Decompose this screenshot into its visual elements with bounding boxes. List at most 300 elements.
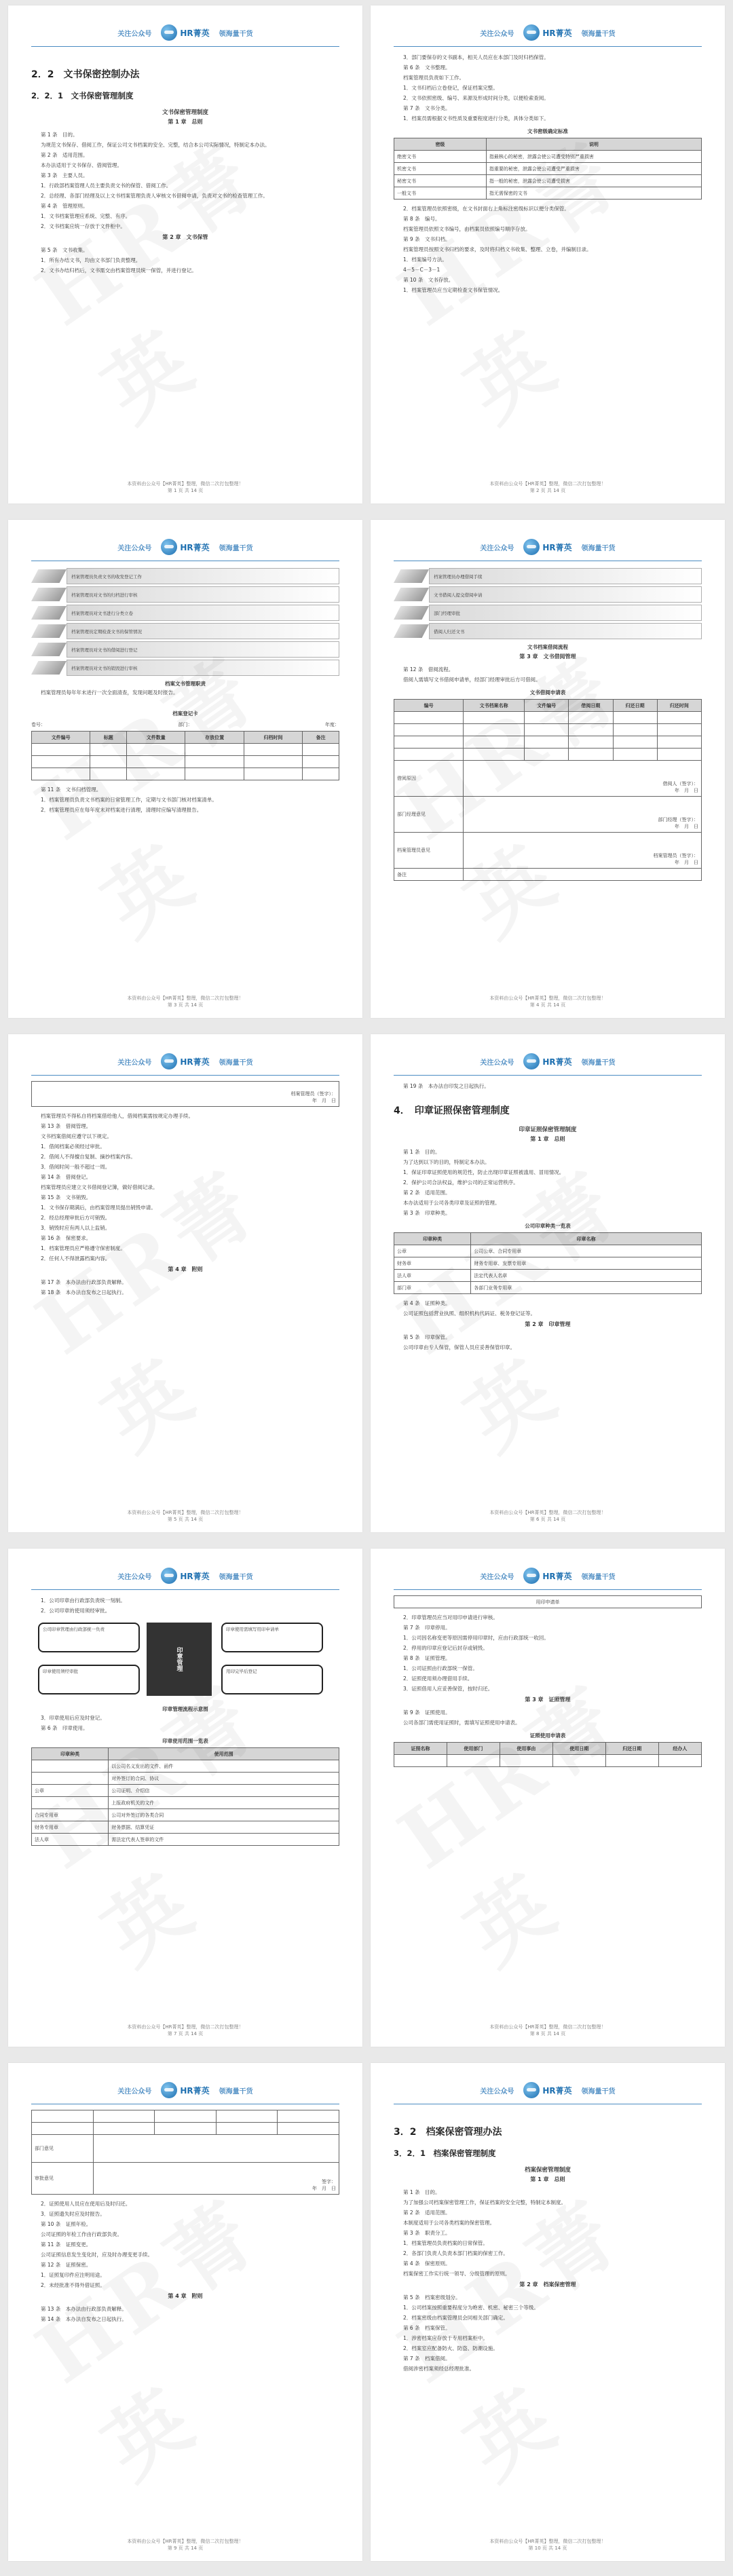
body-line: 1．涉密档案应存放于专用档案柜中。: [403, 2335, 488, 2341]
footer-note: 本资料由公众号【HR菁英】整理，微信二次打包整理！: [489, 1510, 606, 1515]
table-row: [394, 151, 702, 163]
diagram-caption: 文书档案借阅流程: [527, 644, 568, 650]
body-line: 2．文书档案应统一存放于文件柜中。: [41, 223, 126, 229]
page-footer: [371, 2024, 725, 2037]
body-line: 1．档案管理员应当定期检查文书保管情况。: [403, 287, 504, 293]
table-cell: 法人章: [394, 1270, 471, 1282]
body-line: 3．借阅时间一般不超过一周。: [41, 1164, 111, 1170]
signature-table: [31, 1081, 339, 1107]
table-row: [394, 1755, 702, 1767]
table-cell: 合同专用章: [32, 1809, 109, 1821]
header-right-text: 领海量干货: [581, 1059, 616, 1067]
logo-icon: [523, 2082, 540, 2098]
body-line: 为了达到以下的目的，特制定本办法。: [403, 1159, 490, 1165]
table-header: 证照名称: [394, 1743, 447, 1755]
form-meta-field: 卷号：: [31, 722, 45, 727]
page-header: [394, 533, 702, 561]
footer-note: 本资料由公众号【HR菁英】整理，微信二次打包整理！: [127, 481, 244, 487]
body-line: 第 5 条 印章保管。: [403, 1334, 451, 1340]
signature-label: 部门经理（签字）：: [658, 817, 698, 822]
table-caption: 印章使用范围一览表: [162, 1738, 208, 1744]
body-line: 第 4 条 管理原则。: [41, 203, 88, 209]
flow-center: 印章管理: [147, 1623, 212, 1696]
header-left-text: 关注公众号: [480, 1059, 514, 1067]
body-line: 公司印章由专人保管，保管人员应妥善保管印章。: [403, 1344, 515, 1350]
row-label: 部门经理意见: [394, 797, 464, 833]
body-line: 文书档案借阅应遵守以下规定。: [41, 1133, 112, 1139]
page-header: [31, 1048, 339, 1076]
body-line: 2．文书办结归档后，文书需交由档案管理员统一保管，并进行登记。: [41, 267, 197, 273]
body-line: 2．档案密级由档案管理员会同相关部门确定。: [403, 2315, 508, 2321]
table-header: 归还时间: [657, 700, 701, 712]
table-row: [394, 187, 702, 200]
table-header: 使用部门: [447, 1743, 500, 1755]
document-page-6: [371, 1034, 725, 1532]
logo-text: HR菁英: [542, 1571, 572, 1581]
section-heading: 3．2 档案保密管理办法: [394, 2127, 502, 2138]
step-label: 文书借阅人提交借阅申请: [429, 586, 702, 603]
body-line: 第 10 条 文书存放。: [403, 277, 454, 283]
document-page-4: [371, 520, 725, 1018]
row-label: 部门意见: [32, 2135, 94, 2163]
body-line: 第 14 条 借阅登记。: [41, 1174, 92, 1180]
borrowing-diagram: [394, 568, 702, 639]
table-cell: 公司证明、介绍信: [109, 1785, 339, 1797]
footer-note: 本资料由公众号【HR菁英】整理，微信二次打包整理！: [127, 2024, 244, 2030]
table-header: 使用日期: [552, 1743, 605, 1755]
row-label: 档案管理员意见: [394, 833, 464, 869]
step-label: 档案管理员对文书的归档进行审核: [67, 586, 339, 603]
document-page-2: [371, 5, 725, 504]
body-line: 2．借阅人不得擅自复制、摘抄档案内容。: [41, 1154, 136, 1160]
table-header: 文件编号: [32, 732, 90, 744]
body-line: 1．保证印章证照使用的规范性，防止出现印章证照被滥用、冒用情况。: [403, 1169, 565, 1175]
subsection-heading: 2．2．1 文书保密管理制度: [31, 91, 134, 100]
body-line: 1．公司档案按照重要程度分为绝密、机密、秘密三个等级。: [403, 2305, 539, 2311]
brand-logo: [161, 1053, 209, 1069]
diagram-step: [31, 568, 339, 584]
table-cell: 指无需保密的文书: [486, 187, 701, 200]
table-header: 借阅日期: [569, 700, 613, 712]
header-left-text: 关注公众号: [117, 544, 152, 552]
body-line: 1．公司印章由行政部负责统一刻制。: [41, 1597, 126, 1604]
logo-icon: [161, 1053, 177, 1069]
body-line: 公司证照的年检工作由行政部负责。: [41, 2231, 122, 2237]
body-line: 1．公司证照由行政部统一保管。: [403, 1665, 478, 1671]
brand-logo: [161, 2082, 209, 2098]
header-right-text: 领海量干货: [219, 1059, 253, 1067]
body-line: 第 6 条 档案保管。: [403, 2325, 451, 2331]
body-line: 第 6 条 印章使用。: [41, 1725, 88, 1731]
approval-table: [31, 2110, 339, 2195]
table-row: [32, 1785, 339, 1797]
diagram-step: [31, 623, 339, 639]
table-header: 归档时间: [244, 732, 302, 744]
table-header: 密级: [394, 138, 487, 151]
body-line: 1．档案管理员负责文书档案的日常管理工作，定期与文书部门核对档案清单。: [41, 797, 217, 803]
form-meta-field: 部门：: [178, 722, 193, 727]
step-label: 档案管理员办理借阅手续: [429, 568, 702, 584]
body-line: 2．停用的印章应登记后封存或销毁。: [403, 1645, 488, 1651]
logo-icon: [161, 2082, 177, 2098]
body-line: 1．档案编号方法。: [403, 257, 447, 263]
brand-logo: [523, 24, 571, 41]
table-header: 印章种类: [394, 1233, 471, 1245]
body-line: 第 2 条 适用范围。: [403, 2210, 451, 2216]
body-line: 2．总经理、各部门经理及以上文书档案管理负责人审核文书借阅申请，负责对文书的检查管理工作。: [41, 193, 268, 199]
page-footer: [8, 995, 362, 1008]
body-line: 1．公司因名称变更等原因需停用印章时，应由行政部统一收回。: [403, 1635, 549, 1641]
logo-text: HR菁英: [542, 2085, 572, 2096]
step-label: 档案管理员对文书的销毁进行审核: [67, 660, 339, 676]
table-header: 存放位置: [185, 732, 244, 744]
body-line: 第 15 条 文书销毁。: [41, 1194, 92, 1200]
table-cell: 公章: [32, 1785, 109, 1797]
table-cell: 指最核心的秘密，泄露会使公司遭受特别严重损害: [486, 151, 701, 163]
table-cell: [32, 1760, 109, 1773]
body-line: 档案保密工作实行统一领导、分级管理的原则。: [403, 2271, 510, 2277]
chapter-heading: 第 2 章 文书保管: [162, 234, 208, 240]
body-line: 第 7 条 印章停用。: [403, 1625, 451, 1631]
body-line: 公司证照包括营业执照、组织机构代码证、税务登记证等。: [403, 1310, 535, 1317]
logo-text: HR菁英: [180, 1571, 210, 1581]
body-line: 第 8 条 证照管理。: [403, 1655, 451, 1661]
body-line: 1．文书档案管理应系统、完整、有序。: [41, 213, 131, 219]
body-line: 第 14 条 本办法自发布之日起执行。: [41, 2316, 127, 2322]
footer-note: 本资料由公众号【HR菁英】整理，微信二次打包整理！: [489, 481, 606, 487]
table-header: 编号: [394, 700, 464, 712]
body-line: 第 1 条 目的。: [403, 2189, 440, 2195]
signature-cell: [464, 761, 702, 797]
body-line: 3．印章使用后应及时登记。: [41, 1715, 105, 1721]
table-cell: 财务专用章: [32, 1821, 109, 1834]
body-line: 第 3 条 职责分工。: [403, 2230, 451, 2236]
page-footer: [8, 2024, 362, 2037]
body-line: 档案管理员每年年末进行一次全面清查，发现问题及时报告。: [41, 689, 178, 696]
table-row: [394, 1282, 702, 1294]
table-header: 文书档案名称: [464, 700, 525, 712]
table-row: [394, 175, 702, 187]
diagram-step: [31, 605, 339, 621]
chapter-heading: 第 2 章 档案保密管理: [519, 2281, 576, 2288]
body-line: 第 1 条 目的。: [403, 1149, 440, 1155]
body-line: 第 10 条 证照年检。: [41, 2221, 92, 2227]
page-footer: [371, 2538, 725, 2552]
page-footer: [8, 2538, 362, 2552]
footer-note: 本资料由公众号【HR菁英】整理，微信二次打包整理！: [489, 2539, 606, 2544]
body-line: 2．文书依照密级、编号、来源及形成时间分类，以便检索查阅。: [403, 95, 549, 101]
table-caption: 公司印章种类一览表: [525, 1223, 571, 1229]
body-line: 公司各部门需使用证照时，需填写证照使用申请表。: [403, 1720, 521, 1726]
diagram-caption: 档案文书管理职责: [165, 681, 206, 687]
section-heading: 4． 印章证照保密管理制度: [394, 1105, 510, 1116]
registration-table: [31, 731, 339, 780]
date-label: 年 月 日: [312, 1098, 336, 1103]
page-header: [394, 1048, 702, 1076]
table-header: 文件数量: [127, 732, 185, 744]
date-label: 年 月 日: [675, 860, 698, 865]
table-row: [32, 2135, 339, 2163]
table-header: 标题: [90, 732, 127, 744]
flow-box: 印章使用须经审批: [38, 1665, 140, 1694]
table-cell: 以公司名义发出的文件、函件: [109, 1760, 339, 1773]
chapter-heading: 第 1 章 总则: [530, 2176, 565, 2182]
page-footer: [371, 480, 725, 494]
page-number: 第 6 页 共 14 页: [529, 1517, 566, 1522]
table-cell: 部门章: [394, 1282, 471, 1294]
form-meta-field: 年度：: [325, 722, 339, 727]
logo-icon: [523, 1053, 540, 1069]
page-header: [31, 1562, 339, 1590]
table-header: 备注: [303, 732, 339, 744]
body-line: 第 13 条 本办法由行政部负责解释。: [41, 2306, 127, 2312]
table-cell: 绝密文书: [394, 151, 487, 163]
application-box: [394, 1595, 702, 1608]
header-left-text: 关注公众号: [480, 2087, 514, 2096]
body-line: 2．未经批准不得外借证照。: [41, 2282, 105, 2288]
step-icon: [31, 624, 67, 638]
table-row: [394, 797, 702, 833]
body-line: 4－5－C－3－1: [403, 267, 440, 273]
page-header: [394, 1562, 702, 1590]
responsibility-diagram: [31, 568, 339, 676]
table-row: [32, 2163, 339, 2195]
page-footer: [8, 1509, 362, 1523]
brand-logo: [523, 539, 571, 555]
signature-cell: [464, 833, 702, 869]
step-label: 借阅人归还文书: [429, 623, 702, 639]
body-line: 第 2 条 适用范围。: [403, 1190, 451, 1196]
table-header: 印章种类: [32, 1748, 109, 1760]
document-page-1: [8, 5, 362, 504]
brand-logo: [523, 1568, 571, 1584]
logo-icon: [523, 24, 540, 41]
page-number: 第 8 页 共 14 页: [529, 2031, 566, 2037]
table-row: [32, 1797, 339, 1809]
chapter-heading: 第 1 章 总则: [168, 119, 203, 125]
step-icon: [31, 606, 67, 620]
body-line: 第 9 条 文书归档。: [403, 236, 451, 242]
table-row: [394, 736, 702, 749]
subsection-heading: 3．2．1 档案保密管理制度: [394, 2148, 496, 2158]
document-title: 印章证照保密管理制度: [519, 1126, 577, 1133]
body-line: 第 5 条 文书收集。: [41, 247, 88, 253]
footer-note: 本资料由公众号【HR菁英】整理，微信二次打包整理！: [127, 996, 244, 1001]
body-line: 1．所有办结文书，均由文书部门负责整理。: [41, 257, 141, 263]
step-label: 档案管理员负责文书的收发登记工作: [67, 568, 339, 584]
diagram-step: [31, 641, 339, 658]
brand-logo: [523, 2082, 571, 2098]
signature-label: 档案管理员（签字）：: [290, 1091, 336, 1097]
flow-box: 公司印章管理由行政部统一负责: [38, 1623, 140, 1652]
table-cell: 用印申请单: [394, 1596, 702, 1608]
table-row: [394, 1257, 702, 1270]
form-meta: [31, 721, 339, 728]
step-icon: [394, 569, 429, 583]
page-number: 第 7 页 共 14 页: [167, 2031, 204, 2037]
table-cell: [32, 1797, 109, 1809]
classification-table: [394, 138, 702, 200]
page-footer: [371, 1509, 725, 1523]
diagram-step: [31, 660, 339, 676]
table-header: 使用事由: [500, 1743, 552, 1755]
row-label: 借阅原因: [394, 761, 464, 797]
body-line: 2．印章管理员应当对用印申请进行审核。: [403, 1614, 498, 1621]
table-row: [394, 1245, 702, 1257]
body-line: 2．任何人不得泄露档案内容。: [41, 1255, 111, 1262]
chapter-heading: 第 4 章 附则: [168, 1266, 203, 1272]
table-header: 经办人: [658, 1743, 701, 1755]
body-line: 2．经总经理审批后方可销毁。: [41, 1215, 111, 1221]
table-cell: 各部门业务专用章: [471, 1282, 702, 1294]
body-line: 1．档案管理员负责档案的日常保管。: [403, 2240, 488, 2246]
body-line: 第 6 条 文书整理。: [403, 64, 451, 71]
step-icon: [31, 588, 67, 601]
table-row: [32, 756, 339, 768]
signature-label: 档案管理员（签字）：: [653, 853, 698, 858]
table-row: [394, 761, 702, 797]
body-line: 档案管理员负责如下工作。: [403, 75, 464, 81]
body-line: 1．证照复印件应注明用途。: [41, 2272, 105, 2278]
table-cell: 财务票据、结算凭证: [109, 1821, 339, 1834]
brand-logo: [523, 1053, 571, 1069]
footer-note: 本资料由公众号【HR菁英】整理，微信二次打包整理！: [127, 2539, 244, 2544]
header-right-text: 领海量干货: [219, 544, 253, 552]
body-line: 第 1 条 目的。: [41, 132, 78, 138]
logo-text: HR菁英: [180, 28, 210, 38]
body-line: 档案管理员按照文书归档的要求，及时将归档文书收集、整理、立卷，并编制目录。: [403, 246, 592, 252]
body-line: 第 3 条 主要人员。: [41, 172, 88, 178]
table-cell: 一般文书: [394, 187, 487, 200]
body-line: 3．销毁时应有两人以上监销。: [41, 1225, 111, 1231]
table-cell: 公司对外签订的各类合同: [109, 1809, 339, 1821]
page-footer: [371, 995, 725, 1008]
body-line: 档案管理员应建立文书借阅登记簿，做好借阅记录。: [41, 1184, 158, 1190]
table-cell: 机密文书: [394, 163, 487, 175]
brand-logo: [161, 1568, 209, 1584]
table-header: 文件编号: [525, 700, 569, 712]
table-header: 使用范围: [109, 1748, 339, 1760]
step-label: 档案管理员对文书的借阅进行登记: [67, 641, 339, 658]
header-right-text: 领海量干货: [219, 2087, 253, 2096]
body-line: 第 19 条 本办法自印发之日起执行。: [403, 1083, 489, 1089]
step-icon: [394, 624, 429, 638]
body-line: 2．公司印章的使用须经审批。: [41, 1608, 111, 1614]
document-title: 档案保密管理制度: [524, 2167, 571, 2174]
table-cell: 公司公章、合同专用章: [471, 1245, 702, 1257]
brand-logo: [161, 24, 209, 41]
body-line: 公司证照信息发生变化时，应及时办理变更手续。: [41, 2252, 153, 2258]
body-line: 2．档案室应配备防火、防盗、防潮设施。: [403, 2345, 498, 2351]
logo-text: HR菁英: [542, 28, 572, 38]
body-line: 1．档案管理员应严格遵守保密制度。: [41, 1245, 126, 1251]
body-line: 1．文书归档后立卷登记，保证档案完整。: [403, 85, 498, 91]
table-row: [394, 1270, 702, 1282]
table-header: 说明: [486, 138, 701, 151]
body-line: 第 4 条 证照种类。: [403, 1300, 451, 1306]
step-icon: [31, 569, 67, 583]
table-header: 印章名称: [471, 1233, 702, 1245]
header-left-text: 关注公众号: [117, 1059, 152, 1067]
document-page-5: [8, 1034, 362, 1532]
step-label: 档案管理员对文书进行分类立卷: [67, 605, 339, 621]
page-number: 第 5 页 共 14 页: [167, 1517, 204, 1522]
body-line: 档案管理员不得私自将档案借给他人，借阅档案需按规定办理手续。: [41, 1113, 193, 1119]
table-row: [32, 1760, 339, 1773]
diagram-step: [31, 586, 339, 603]
table-row: [394, 749, 702, 761]
body-line: 第 16 条 保密要求。: [41, 1235, 92, 1241]
body-line: 第 8 条 编号。: [403, 216, 440, 222]
page-footer: [8, 480, 362, 494]
logo-text: HR菁英: [542, 542, 572, 552]
body-line: 第 12 条 证照保密。: [41, 2262, 92, 2268]
body-line: 3．证照遗失时应及时报告。: [41, 2211, 105, 2217]
body-line: 本制度适用于公司各类档案的保密管理。: [403, 2220, 495, 2226]
table-cell: 秘密文书: [394, 175, 487, 187]
logo-text: HR菁英: [180, 1057, 210, 1067]
diagram-step: [394, 605, 702, 621]
diagram-step: [394, 568, 702, 584]
logo-icon: [523, 1568, 540, 1584]
page-number: 第 10 页 共 14 页: [528, 2545, 567, 2551]
date-label: 年 月 日: [312, 2186, 336, 2191]
date-label: 年 月 日: [675, 788, 698, 793]
step-label: 档案管理员定期检查文书的保管情况: [67, 623, 339, 639]
table-row: [394, 833, 702, 869]
body-line: 第 11 条 证照变更。: [41, 2241, 92, 2248]
page-number: 第 9 页 共 14 页: [167, 2545, 204, 2551]
step-icon: [394, 588, 429, 601]
page-header: [394, 19, 702, 47]
table-cell: 公章: [394, 1245, 471, 1257]
footer-note: 本资料由公众号【HR菁英】整理，微信二次打包整理！: [489, 996, 606, 1001]
page-number: 第 2 页 共 14 页: [529, 488, 566, 493]
section-heading: 2．2 文书保密控制办法: [31, 69, 140, 80]
diagram-step: [394, 623, 702, 639]
flow-box: 用印完毕后登记: [221, 1665, 323, 1694]
chapter-heading: 第 2 章 印章管理: [525, 1321, 571, 1327]
table-header: 归还日期: [613, 700, 657, 712]
body-line: 1．档案员需根据文书性质及重要程度进行分类，具体分类如下。: [403, 115, 549, 121]
document-page-10: [371, 2063, 725, 2561]
chapter-heading: 第 4 章 附则: [168, 2293, 203, 2299]
brand-logo: [161, 539, 209, 555]
header-left-text: 关注公众号: [480, 30, 514, 38]
logo-icon: [161, 24, 177, 41]
chapter-heading: 第 3 章 文书借阅管理: [519, 654, 576, 660]
body-line: 第 18 条 本办法自发布之日起执行。: [41, 1289, 127, 1295]
page-header: [31, 533, 339, 561]
table-row: [32, 1809, 339, 1821]
step-icon: [31, 661, 67, 675]
body-line: 2．证照使用须办理借用手续。: [403, 1675, 473, 1682]
document-page-8: [371, 1549, 725, 2047]
header-left-text: 关注公众号: [480, 1573, 514, 1581]
body-line: 第 4 条 保密原则。: [403, 2260, 451, 2267]
body-line: 第 7 条 档案借阅。: [403, 2355, 451, 2362]
header-right-text: 领海量干货: [581, 30, 616, 38]
header-left-text: 关注公众号: [480, 544, 514, 552]
table-cell: 上报政府机关的文件: [109, 1797, 339, 1809]
chapter-heading: 第 1 章 总则: [530, 1136, 565, 1142]
table-cell: 法定代表人名章: [471, 1270, 702, 1282]
page-header: [394, 2077, 702, 2104]
table-row: [394, 869, 702, 881]
body-line: 本办法适用于文书保存、借阅管理。: [41, 162, 122, 168]
body-line: 第 12 条 借阅流程。: [403, 666, 454, 673]
body-line: 第 9 条 证照使用。: [403, 1709, 451, 1716]
